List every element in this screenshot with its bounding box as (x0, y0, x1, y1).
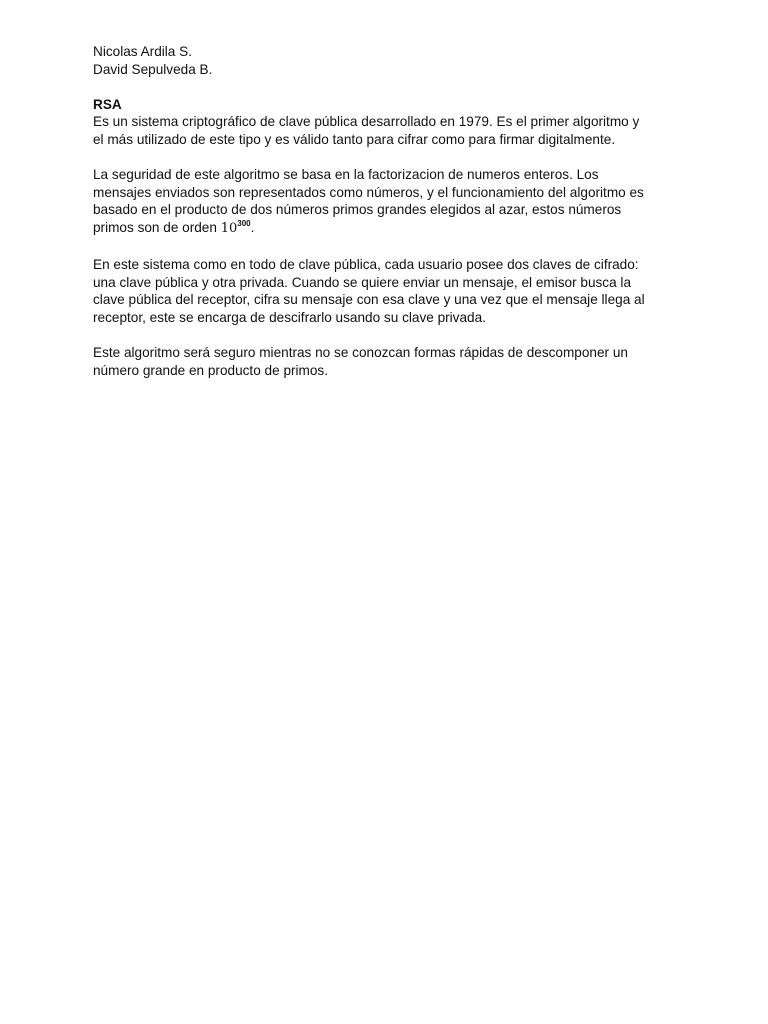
spacer (93, 327, 683, 345)
paragraph-2-line-4 (93, 219, 683, 239)
paragraph-4-line-2: número grande en producto de primos. (93, 362, 329, 378)
spacer (93, 78, 683, 96)
paragraph-2-line-2: mensajes enviados son representados como números, y el funcionamiento del algoritmo es (93, 184, 644, 200)
author-1: Nicolas Ardila S. (93, 44, 192, 59)
paragraph-3-line-3: clave pública del receptor, cifra su mensaje con esa clave y una vez que el mensaje llega al (93, 292, 645, 308)
section-heading: RSA (93, 96, 122, 112)
paragraph-2-line-4-text: primos son de orden (93, 219, 221, 235)
power-exponent: 300 (237, 218, 251, 228)
paragraph-3-line-4: receptor, este se encarga de descifrarlo usando su clave privada. (93, 309, 486, 325)
spacer (93, 149, 683, 167)
paragraph-1-line-2: el más utilizado de este tipo y es válido tanto para cifrar como para firmar digitalmente. (93, 131, 616, 147)
paragraph-2-end: . (250, 219, 255, 235)
paragraph-3-line-2: una clave pública y otra privada. Cuando se quiere enviar un mensaje, el emisor busca la (93, 274, 632, 290)
author-2: David Sepulveda B. (93, 61, 213, 77)
spacer (93, 239, 683, 257)
paragraph-2-line-1: La seguridad de este algoritmo se basa en la factorizacion de numeros enteros. Los (93, 167, 599, 183)
document-page (93, 43, 683, 379)
paragraph-1-line-1: Es un sistema criptográfico de clave pública desarrollado en 1979. Es el primer algoritmo y (93, 114, 640, 130)
power-base: 10 (220, 220, 238, 236)
paragraph-3-line-1: En este sistema como en todo de clave pública, cada usuario posee dos claves de cifrado: (93, 257, 639, 273)
paragraph-4-line-1: Este algoritmo será seguro mientras no se conozcan formas rápidas de descomponer un (93, 345, 628, 361)
paragraph-2-line-3: basado en el producto de dos números primos grandes elegidos al azar, estos números (93, 202, 622, 218)
